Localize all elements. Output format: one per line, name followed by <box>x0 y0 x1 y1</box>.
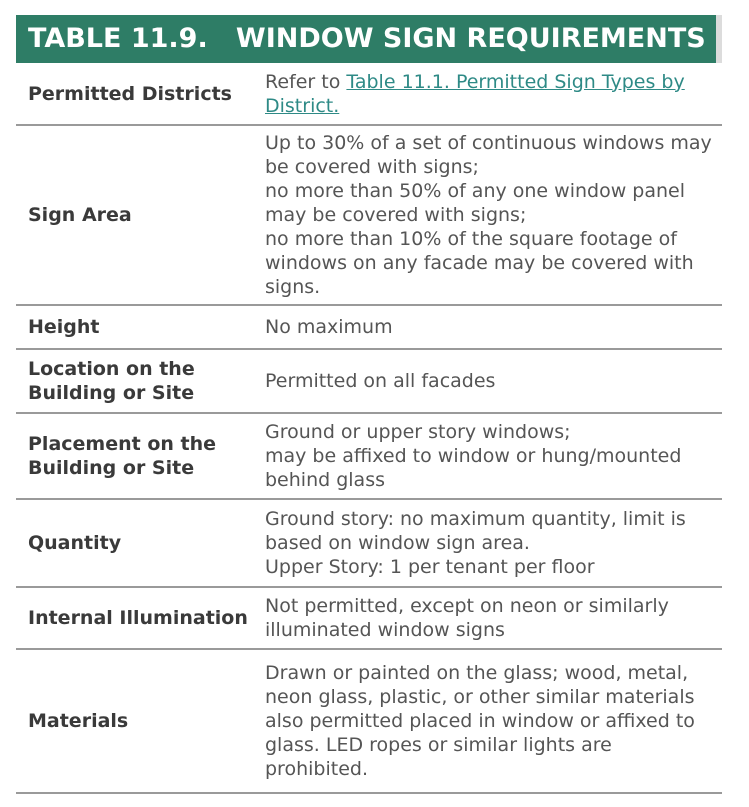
value-prefix-text: Refer to <box>265 70 347 93</box>
row-value <box>252 315 722 339</box>
row-value <box>252 420 722 492</box>
value-line: no more than 10% of the square footage of windows on any facade may be covered with signs. <box>265 228 694 298</box>
row-value <box>252 369 722 393</box>
value-line: Ground story: no maximum quantity, limit is based on window sign area. <box>265 508 686 554</box>
value-line: Drawn or painted on the glass; wood, metal, neon glass, plastic, or other similar materials also permitted placed in window or affixed to glass. LED ropes or similar lights are prohibited. <box>265 662 695 780</box>
row-label: Location on the Building or Site <box>28 358 195 404</box>
value-line: Upper Story: 1 per tenant per floor <box>265 556 595 578</box>
row-label: Internal Illumination <box>28 607 248 629</box>
value-line: no more than 50% of any one window panel may be covered with signs; <box>265 180 686 226</box>
row-value <box>252 661 722 781</box>
value-line: may be affixed to window or hung/mounted behind glass <box>265 445 682 491</box>
table-row-internal-illumination <box>16 588 722 650</box>
row-value <box>252 131 722 299</box>
row-label: Materials <box>28 710 129 732</box>
table-row-quantity <box>16 500 722 588</box>
window-sign-requirements-table <box>16 15 722 794</box>
row-label: Quantity <box>28 532 122 554</box>
table-row-materials <box>16 650 722 794</box>
value-line: No maximum <box>265 316 393 338</box>
row-value <box>252 70 722 118</box>
table-row-height <box>16 306 722 350</box>
value-line: Permitted on all facades <box>265 370 496 392</box>
row-value <box>252 507 722 579</box>
table-title: TABLE 11.9. WINDOW SIGN REQUIREMENTS <box>16 15 722 63</box>
row-label: Permitted Districts <box>28 82 232 105</box>
value-line: Ground or upper story windows; <box>265 421 571 443</box>
table-row-location <box>16 350 722 414</box>
row-label: Height <box>28 316 100 338</box>
table-row-placement <box>16 414 722 500</box>
row-label: Sign Area <box>28 204 132 226</box>
table-row-permitted-districts <box>16 63 722 126</box>
row-value <box>252 594 722 642</box>
row-label: Placement on the Building or Site <box>28 433 217 479</box>
table-11-1-link[interactable]: Table 11.1. Permitted Sign Types by District. <box>265 70 685 117</box>
table-row-sign-area <box>16 126 722 306</box>
value-line: Not permitted, except on neon or similarly illuminated window signs <box>265 595 669 641</box>
value-line: Up to 30% of a set of continuous windows may be covered with signs; <box>265 132 712 178</box>
